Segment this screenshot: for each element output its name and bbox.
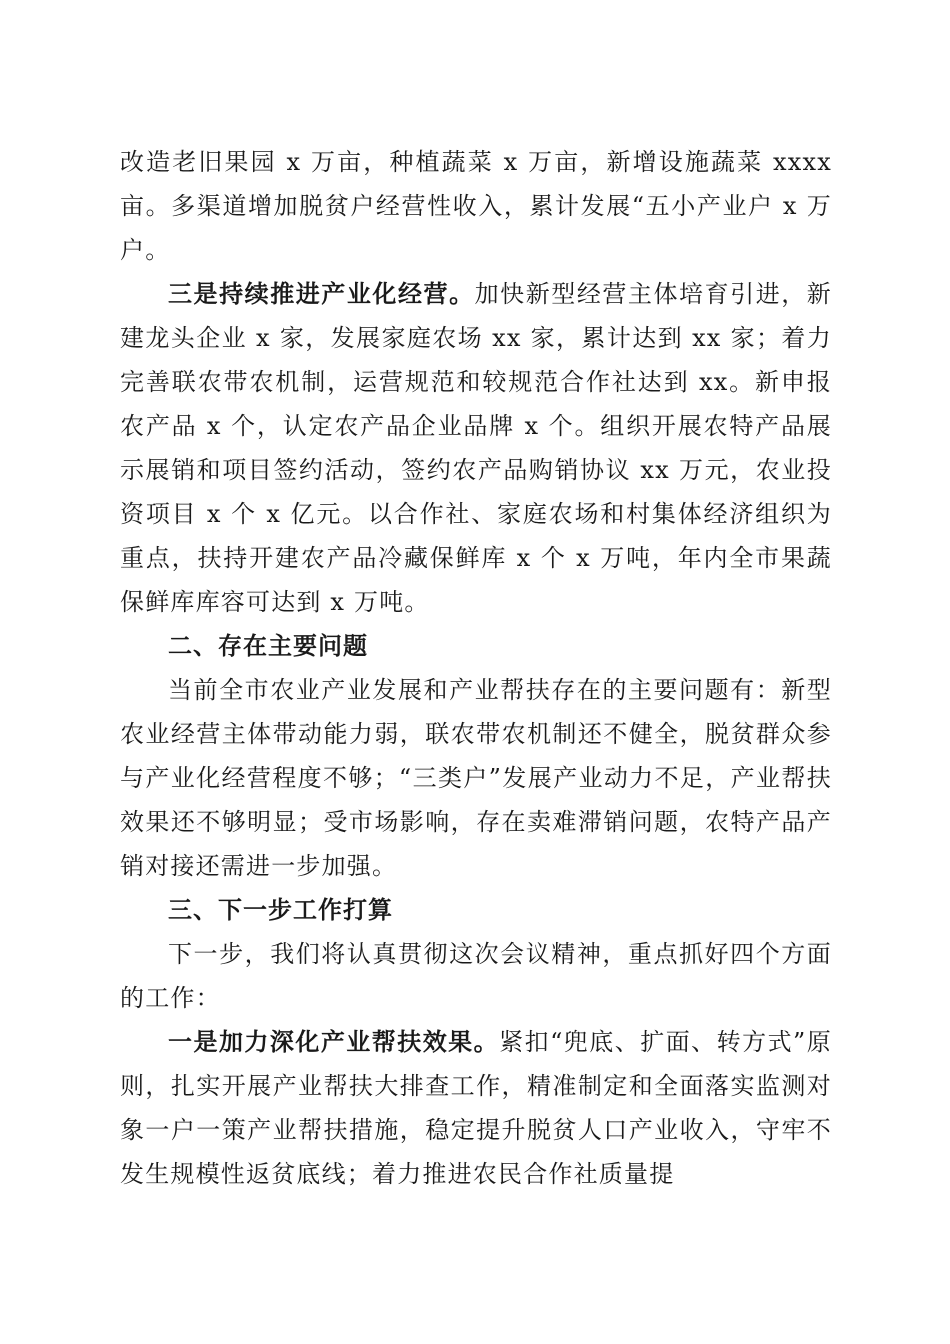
paragraph-industrial-operation (120, 272, 832, 624)
paragraph-text: 改造老旧果园 x 万亩，种植蔬菜 x 万亩，新增设施蔬菜 xxxx 亩。多渠道增加脱贫户经营性收入，累计发展“五小产业户 x 万户。 (120, 148, 832, 264)
paragraph-text: 加快新型经营主体培育引进，新建龙头企业 x 家，发展家庭农场 xx 家，累计达到 xx 家；着力完善联农带农机制，运营规范和较规范合作社达到 xx。新申报农产品 x 个，认定农产品企业品牌 x 个。组织开展农特产品展示展销和项目签约活动，签约农产品购销协议 xx 万元，农业投资项目 x 个 x 亿元。以合作社、家庭农场和村集体经济组织为重点，扶持开建农产品冷藏保鲜库 x 个 x 万吨，年内全市果蔬保鲜库库容可达到 x 万吨。 (120, 280, 832, 616)
paragraph-text: 紧扣“兜底、扩面、转方式”原则，扎实开展产业帮扶大排查工作，精准制定和全面落实监测对象一户一策产业帮扶措施，稳定提升脱贫人口产业收入，守牢不发生规模性返贫底线；着力推进农民合作社质量提 (120, 1028, 832, 1188)
document-body (120, 140, 832, 1196)
paragraph-next-steps-intro (120, 932, 832, 1020)
paragraph-fruit-vegetable-output (120, 140, 832, 272)
paragraph-lead-heading: 三是持续推进产业化经营。 (168, 279, 475, 308)
section-heading-next-steps: 三、下一步工作打算 (168, 896, 393, 924)
paragraph-problems (120, 668, 832, 888)
paragraph-lead-heading: 一是加力深化产业帮扶效果。 (168, 1027, 500, 1056)
section-heading-main-problems: 二、存在主要问题 (168, 632, 368, 660)
paragraph-deepen-support (120, 1020, 832, 1196)
paragraph-text: 下一步，我们将认真贯彻这次会议精神，重点抓好四个方面的工作： (120, 940, 832, 1012)
paragraph-text: 当前全市农业产业发展和产业帮扶存在的主要问题有：新型农业经营主体带动能力弱，联农带农机制还不健全，脱贫群众参与产业化经营程度不够；“三类户”发展产业动力不足，产业帮扶效果还不够明显；受市场影响，存在卖难滞销问题，农特产品产销对接还需进一步加强。 (120, 676, 832, 880)
